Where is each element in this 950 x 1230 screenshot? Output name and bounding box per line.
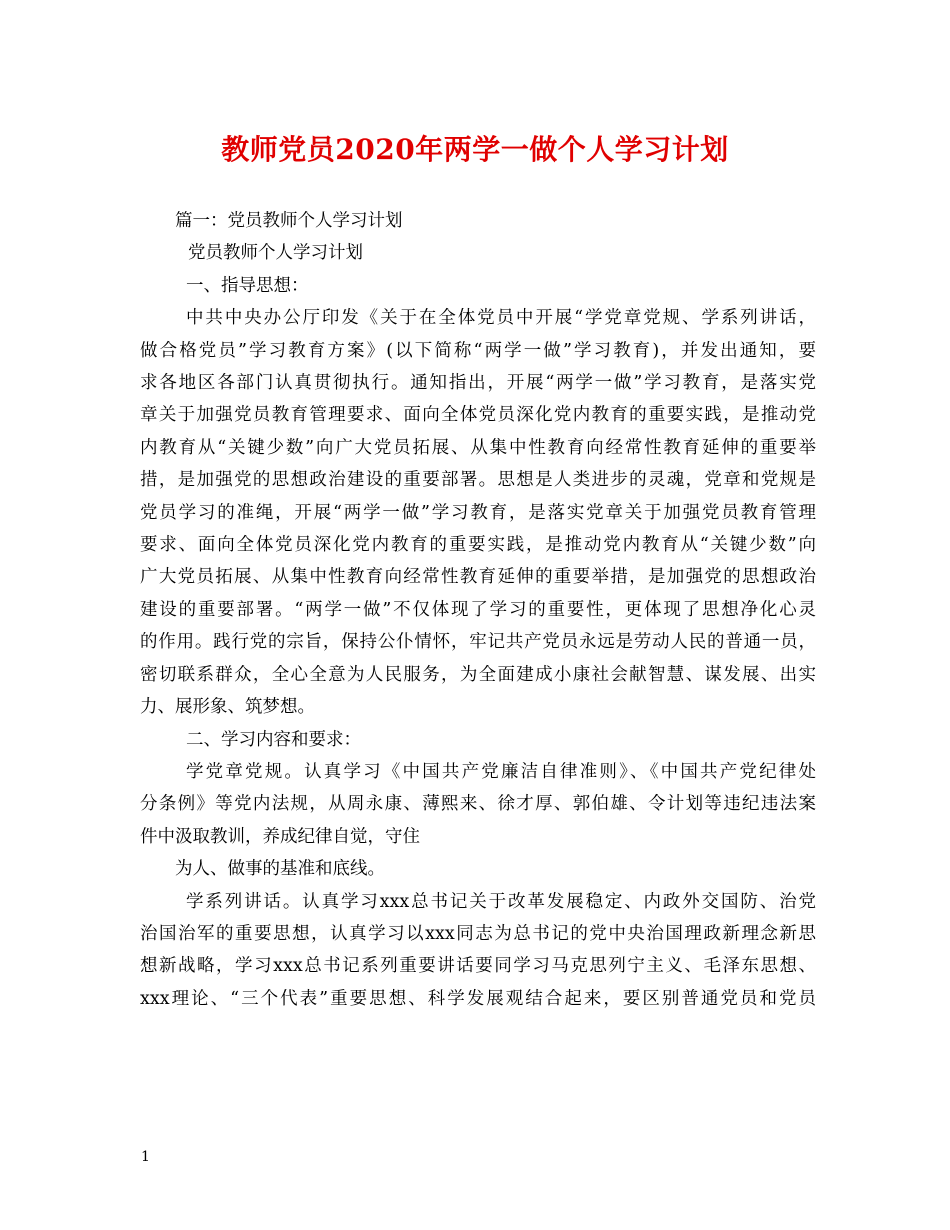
- section-heading: 篇一：党员教师个人学习计划: [175, 211, 403, 231]
- paragraph-line: 分条例》等党内法规，从周永康、薄熙来、徐才厚、郭伯雄、令计划等违纪违法案: [140, 794, 816, 815]
- paragraph-line: 为人、做事的基准和底线。: [175, 859, 385, 880]
- paragraph-line: 中共中央办公厅印发《关于在全体党员中开展“学党章党规、学系列讲话，: [186, 308, 816, 329]
- paragraph-line: 力、展形象、筑梦想。: [140, 697, 315, 718]
- subtitle-line: 党员教师个人学习计划: [188, 243, 363, 264]
- paragraph-line: 想新战略，学习xxx总书记系列重要讲话要同学习马克思列宁主义、毛泽东思想、: [140, 956, 816, 977]
- section-heading: 一、指导思想：: [186, 275, 309, 296]
- page-number: 1: [141, 1149, 150, 1165]
- paragraph-line: 的作用。践行党的宗旨，保持公仆情怀，牢记共产党员永远是劳动人民的普通一员，: [140, 632, 816, 653]
- paragraph-line: 密切联系群众，全心全意为人民服务，为全面建成小康社会献智慧、谋发展、出实: [140, 664, 816, 685]
- paragraph-line: 要求、面向全体党员深化党内教育的重要实践，是推动党内教育从“关键少数”向: [140, 535, 816, 556]
- paragraph-line: 做合格党员”学习教育方案》(以下简称“两学一做”学习教育)，并发出通知，要: [140, 340, 816, 361]
- paragraph-line: 党员学习的准绳，开展“两学一做”学习教育，是落实党章关于加强党员教育管理: [140, 502, 816, 523]
- section-heading: 二、学习内容和要求：: [186, 729, 361, 750]
- paragraph-line: 措，是加强党的思想政治建设的重要部署。思想是人类进步的灵魂，党章和党规是: [140, 470, 816, 491]
- paragraph-line: xxx理论、“三个代表”重要思想、科学发展观结合起来，要区别普通党员和党员: [140, 988, 816, 1009]
- paragraph-line: 治国治军的重要思想，认真学习以xxx同志为总书记的党中央治国理政新理念新思: [140, 923, 816, 944]
- paragraph-line: 广大党员拓展、从集中性教育向经常性教育延伸的重要举措，是加强党的思想政治: [140, 567, 816, 588]
- paragraph-line: 求各地区各部门认真贯彻执行。通知指出，开展“两学一做”学习教育，是落实党: [140, 373, 816, 394]
- document-title: 教师党员2020年两学一做个人学习计划: [221, 133, 729, 166]
- paragraph-line: 建设的重要部署。“两学一做”不仅体现了学习的重要性，更体现了思想净化心灵: [140, 599, 816, 620]
- paragraph-line: 内教育从“关键少数”向广大党员拓展、从集中性教育向经常性教育延伸的重要举: [140, 437, 816, 458]
- paragraph-line: 件中汲取教训，养成纪律自觉，守住: [140, 826, 420, 847]
- paragraph-line: 学党章党规。认真学习《中国共产党廉洁自律准则》、《中国共产党纪律处: [186, 761, 816, 782]
- document-body: [140, 205, 816, 1015]
- paragraph-line: 章关于加强党员教育管理要求、面向全体党员深化党内教育的重要实践，是推动党: [140, 405, 816, 426]
- paragraph-line: 学系列讲话。认真学习xxx总书记关于改革发展稳定、内政外交国防、治党: [186, 891, 816, 912]
